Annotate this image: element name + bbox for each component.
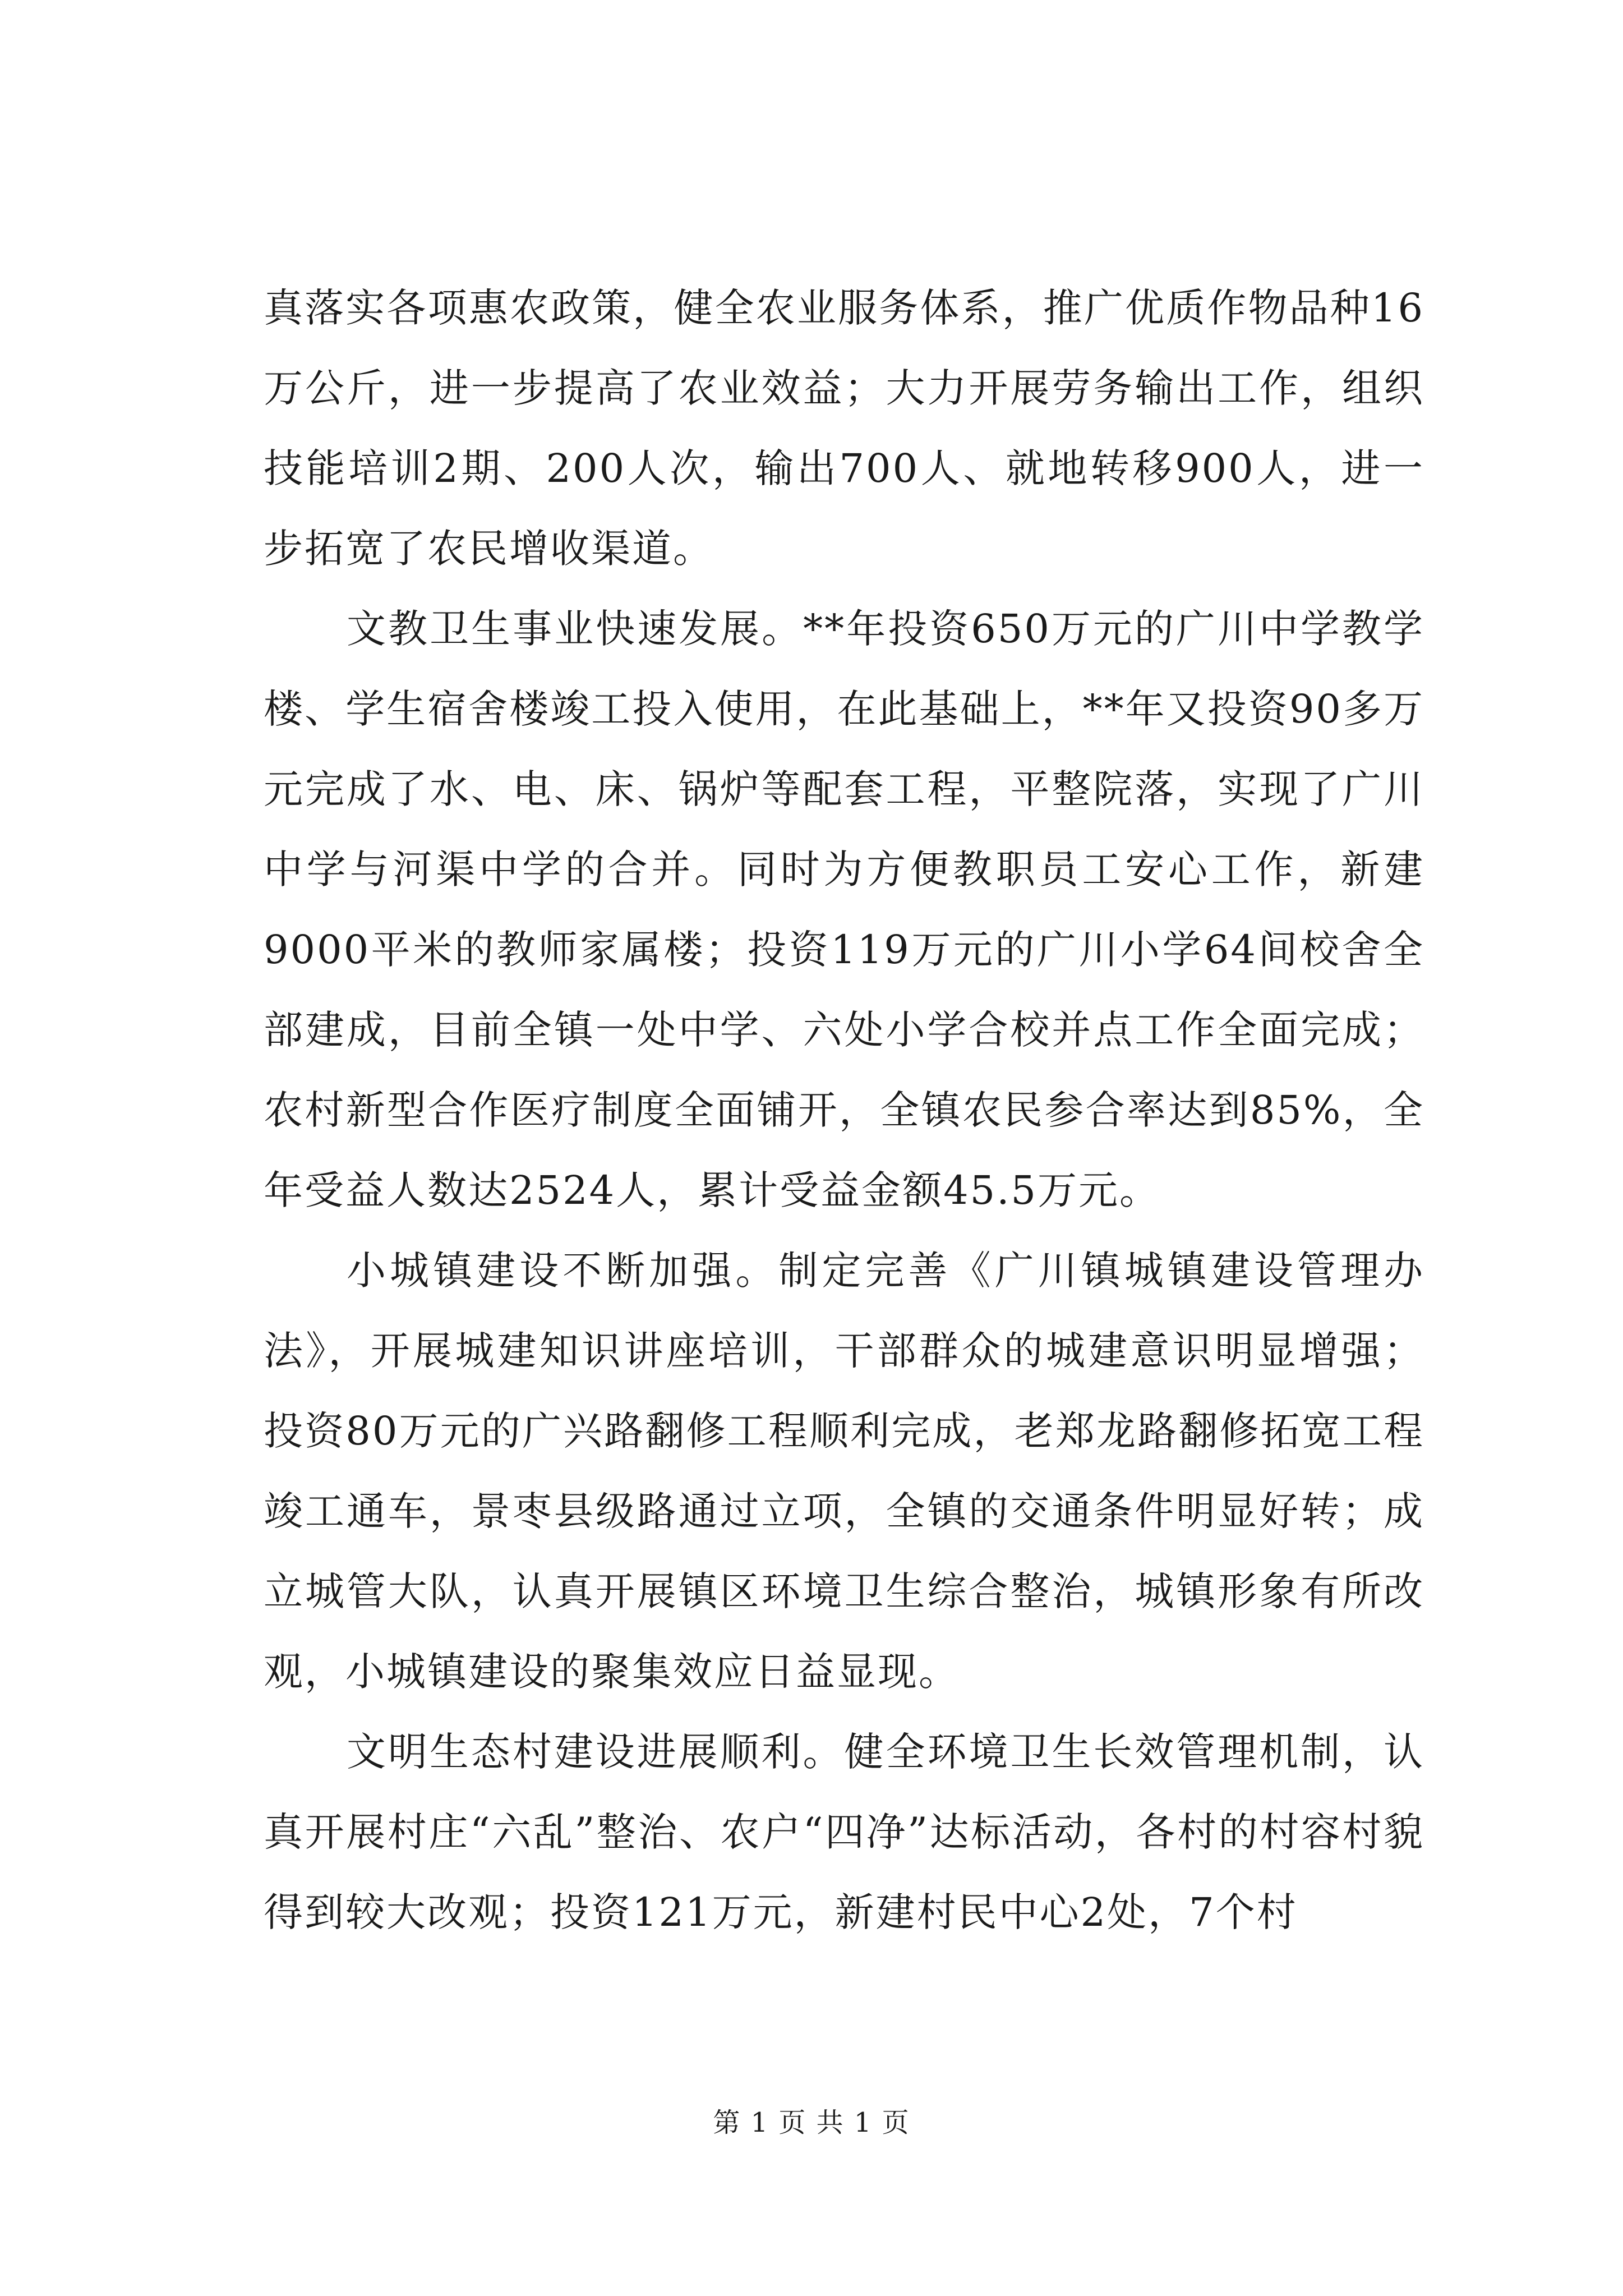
paragraph-continuation: 真落实各项惠农政策，健全农业服务体系，推广优质作物品种16万公斤，进一步提高了农业效益；大力开展劳务输出工作，组织技能培训2期、200人次，输出700人、就地转移900人，进一步拓宽了农民增收渠道。 [264,285,1424,572]
paragraph-eco-village: 文明生态村建设进展顺利。健全环境卫生长效管理机制，认真开展村庄“六乱”整治、农户“四净”达标活动，各村的村容村貌得到较大改观；投资121万元，新建村民中心2处，7个村 [264,1729,1424,1935]
document-body [264,268,1424,1953]
paragraph-education-health: 文教卫生事业快速发展。**年投资650万元的广川中学教学楼、学生宿舍楼竣工投入使用，在此基础上，**年又投资90多万元完成了水、电、床、锅炉等配套工程，平整院落，实现了广川中学与河渠中学的合并。同时为方便教职员工安心工作，新建9000平米的教师家属楼；投资119万元的广川小学64间校舍全部建成，目前全镇一处中学、六处小学合校并点工作全面完成；农村新型合作医疗制度全面铺开，全镇农民参合率达到85%，全年受益人数达2524人，累计受益金额45.5万元。 [264,606,1424,1213]
paragraph-town-construction: 小城镇建设不断加强。制定完善《广川镇城镇建设管理办法》，开展城建知识讲座培训，干部群众的城建意识明显增强；投资80万元的广兴路翻修工程顺利完成，老郑龙路翻修拓宽工程竣工通车，景枣县级路通过立项，全镇的交通条件明显好转；成立城管大队，认真开展镇区环境卫生综合整治，城镇形象有所改观，小城镇建设的聚集效应日益显现。 [264,1248,1424,1695]
page-footer: 第 1 页 共 1 页 [713,2107,910,2138]
